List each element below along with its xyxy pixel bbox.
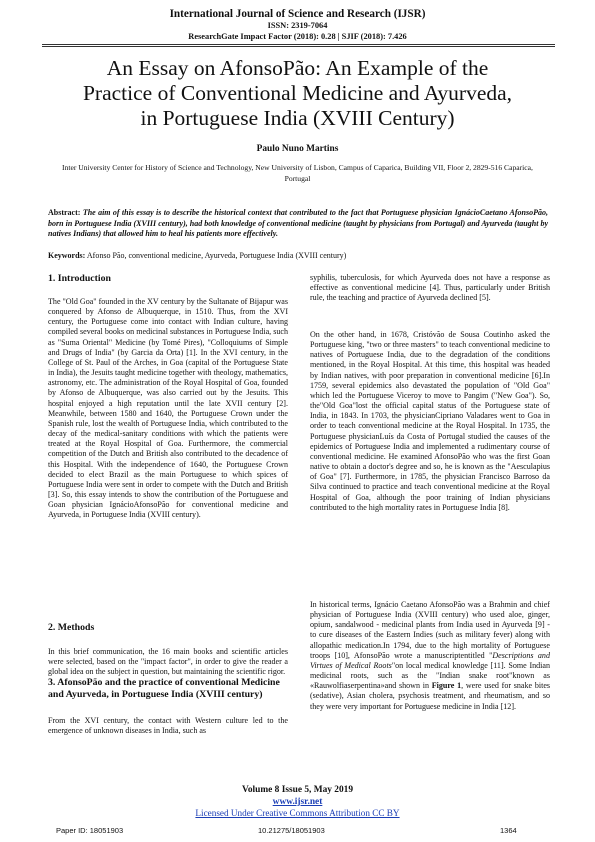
paragraph-text: , were used for snake bites (sedative), Asian cholera, psychosis treatment, and rheumatism, and so they were very important for Portuguese medicine in India [12].	[310, 681, 551, 711]
abstract	[48, 208, 548, 240]
journal-title: International Journal of Science and Research (IJSR)	[169, 8, 426, 20]
section-heading-introduction: 1. Introduction	[48, 273, 111, 284]
article-title-line: in Portuguese India (XVIII Century)	[140, 106, 455, 130]
paragraph	[310, 600, 550, 712]
keywords-text: Afonso Pão, conventional medicine, Ayurveda, Portuguese India (XVIII century)	[86, 251, 347, 260]
paragraph: syphilis, tuberculosis, for which Ayurveda does not have a response as effective as conventional medicine [4]. Thus, particularly under British rule, the teaching and practice of Ayurveda declined [5].	[310, 273, 550, 303]
paragraph: On the other hand, in 1678, Cristóvão de Sousa Coutinho asked the Portuguese king, "two or three masters" to teach conventional medicine to natives of Portuguese India, due to the degradation of the conditions mentioned, in the Royal Hospital. At this time, this hospital was headed by Indian natives, with poor preparation in conventional medicine [6].In 1759, several epidemics also devastated the population of "Old Goa" which led the Portuguese Viceroy to move to Pangim ("New Goa"). So, the"Old Goa"lost the official capital status of the Portuguese state of India, in 1843. In 1703, the physicianCipriano Valadares went to Goa in order to teach conventional medicine at the Royal Hospital. In 1735, the Portuguese physicianLuís da Costa of Portugal studied the causes of the epidemics of Portuguese India and implemented a rudimentary course of conventional medicine. He examined AfonsoPão who was the first Goan native to obtain a doctor's degree and so, he is known as the "Aesculapius of Goa" [7]. Furthermore, in 1785, the physician Francisco Barroso da Silva continued to practice and teach conventional medicine at the Royal Hospital of Goa, although the poor training of Indian physicians contributed to the high mortality rates in Portuguese India [8].	[310, 330, 550, 512]
journal-issn: ISSN: 2319-7064	[267, 21, 328, 30]
footer-paper-id: Paper ID: 18051903	[56, 826, 124, 835]
paragraph-text: In historical terms, Ignácio Caetano AfonsoPão was a Brahmin and chief physician of Portuguese India (XVIII century) who used aloe, ginger, opium, sandalwood - medicinal plants from India used in Ayurveda [9] - to cure diseases of the Eastern Indies (such as military fever) along with allopathic medication.In 1794, due to the high mortality of Portuguese troops [10], AfonsoPão wrote a manuscriptentitled "	[310, 600, 550, 660]
abstract-label: Abstract:	[48, 208, 81, 217]
author-name: Paulo Nuno Martins	[256, 144, 339, 154]
article-title-line: An Essay on AfonsoPão: An Example of the	[106, 56, 489, 80]
section-heading-methods: 2. Methods	[48, 622, 95, 633]
footer-license-link[interactable]: Licensed Under Creative Commons Attribution CC BY	[195, 808, 400, 818]
paragraph: From the XVI century, the contact with Western culture led to the emergence of unknown diseases in India, such as	[48, 716, 288, 736]
left-column	[48, 273, 288, 736]
header-rule	[42, 46, 555, 47]
keywords-label: Keywords:	[48, 251, 86, 260]
section-heading-afonsopao: 3. AfonsoPão and the practice of conventional Medicine and Ayurveda, in Portuguese India (XVIII century)	[48, 677, 280, 700]
keywords	[48, 251, 548, 262]
footer-journal-link[interactable]: www.ijsr.net	[272, 797, 323, 807]
article-title-line: Practice of Conventional Medicine and Ayurveda,	[82, 81, 513, 105]
footer-doi: 10.21275/18051903	[258, 826, 325, 835]
paragraph-text: "on local medical knowledge [11]. Some Indian medicinal roots, such as the "Indian snake root"known as «Rauwolfiaserpentina»and shown in	[310, 660, 551, 691]
figure-reference-link[interactable]: Figure 1	[431, 681, 462, 691]
author-affiliation: Inter University Center for History of Science and Technology, New University of Lisbon, Campus of Caparica, Building VII, Floor 2, 2829-516 Caparica, Portugal	[62, 163, 533, 183]
journal-impact-factor: ResearchGate Impact Factor (2018): 0.28 | SJIF (2018): 7.426	[188, 32, 407, 41]
footer-page-number: 1364	[500, 826, 517, 835]
header-rule	[42, 44, 555, 45]
abstract-text: The aim of this essay is to describe the historical context that contributed to the fact that Portuguese physician IgnácioCaetano AfonsoPão, born in Portuguese India (XVIII century), had both knowledge of conventional medicine (taught by physicians from Portugal) and Ayurveda (taught by natives Indians) that allowed him to heal his patients more effectively.	[48, 208, 548, 239]
manuscript-title: Descriptions and Virtues of Medical Roots	[310, 650, 550, 670]
footer-volume: Volume 8 Issue 5, May 2019	[241, 785, 354, 795]
paragraph: In this brief communication, the 16 main books and scientific articles were selected, based on the "impact factor", in order to give the reader a global idea on the subject in question, but maintaining the scientific rigor.	[48, 647, 288, 677]
paragraph: The "Old Goa" founded in the XV century by the Sultanate of Bijapur was conquered by Afonso de Albuquerque, in 1510. Thus, from the XVI century, the Portuguese come into contact with Indian culture, having compiled several books on medicinal substances in Portuguese India, such as "Suma Oriental" Medicine (by Tomé Pires), "Colloquiums of Simple and Drugs of India" (by Garcia da Orta) [1]. In the XVI century, in the College of St. Paul of the Arches, in Goa (capital of the Portuguese State in India), the Jesuits taught medicine together with theology, mathematics, astronomy, etc. The administration of the Royal Hospital of Goa, founded by Afonso de Albuquerque, was also carried out by the Jesuits. This hospital enjoyed a high reputation until the late XVII century [2]. Meanwhile, between 1580 and 1640, the Portuguese Crown under the Spanish rule, lost the wealth of Portuguese India, which contributed to the decay of the medical-sanitary conditions with which the patients were treated at the Royal Hospital of Goa. Furthermore, the commercial competition of the Dutch and British also contributed to the decadence of this Hospital. With the independence of 1640, the Portuguese Crown decided to elect Brazil as the main Portuguese to which spices of Portuguese India were sent in order to compete with the Dutch and British [3]. So, this essay intends to show the contribution of the Portuguese and Goan physician IgnácioAfonsoPão for conventional medicine and Ayurveda, in Portuguese India (XVIII century).	[48, 297, 288, 520]
